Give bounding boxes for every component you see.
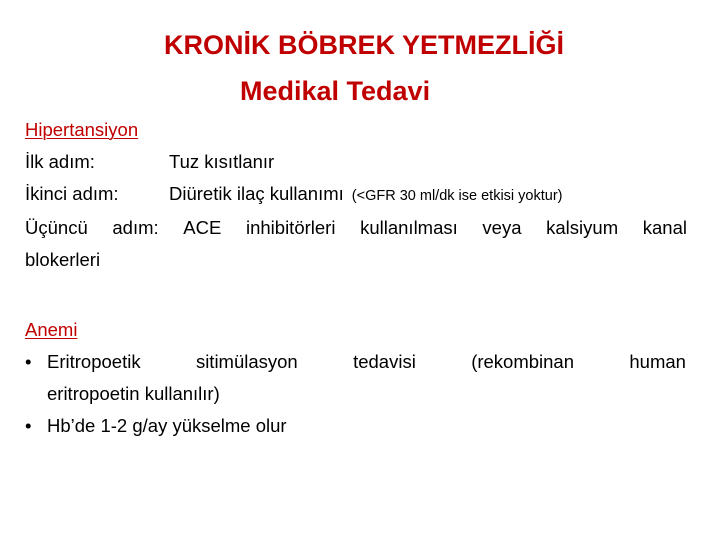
step-3-continuation: blokerleri xyxy=(25,249,101,270)
step-3-word: ACE xyxy=(183,217,222,238)
anemia-item-1 xyxy=(25,346,690,378)
anemia-item-2-text: Hb’de 1-2 g/ay yükselme olur xyxy=(47,415,287,436)
step-3-word: inhibitörleri xyxy=(245,217,336,238)
anemia-item-1-continuation: eritropoetin kullanılır) xyxy=(47,383,220,404)
anemia-item-1-line xyxy=(47,346,686,378)
hypertension-heading: Hipertansiyon xyxy=(25,119,139,140)
step-3-word: adım: xyxy=(112,217,159,238)
step-3-word: kullanılması xyxy=(360,217,458,238)
step-3-word: Üçüncü xyxy=(25,217,88,238)
step-1-label: İlk adım: xyxy=(25,151,95,172)
bullet-icon: • xyxy=(25,415,32,436)
anemia-heading: Anemi xyxy=(25,319,78,340)
step-1-row xyxy=(25,146,690,178)
hypertension-section xyxy=(25,114,690,276)
step-1-text: Tuz kısıtlanır xyxy=(169,151,275,172)
anemia-item-1-word: human xyxy=(629,351,686,372)
step-3-word: kanal xyxy=(642,217,687,238)
anemia-section xyxy=(25,314,690,442)
anemia-item-1-word: tedavisi xyxy=(353,351,416,372)
step-2-row xyxy=(25,178,690,212)
step-3-word: veya xyxy=(482,217,522,238)
anemia-item-2 xyxy=(25,410,690,442)
anemia-item-1-word: sitimülasyon xyxy=(195,351,298,372)
step-2-label: İkinci adım: xyxy=(25,183,119,204)
anemia-item-1-word: (rekombinan xyxy=(471,351,575,372)
step-3-word: kalsiyum xyxy=(546,217,619,238)
step-3-row xyxy=(25,212,687,244)
bullet-icon: • xyxy=(25,351,32,372)
title-line-2: Medikal Tedavi xyxy=(240,76,431,106)
step-2-note: (<GFR 30 ml/dk ise etkisi yoktur) xyxy=(351,188,563,204)
title-line-1: KRONİK BÖBREK YETMEZLİĞİ xyxy=(164,30,565,60)
step-2-text: Diüretik ilaç kullanımı xyxy=(169,183,344,204)
anemia-item-1-word: Eritropoetik xyxy=(47,351,141,372)
